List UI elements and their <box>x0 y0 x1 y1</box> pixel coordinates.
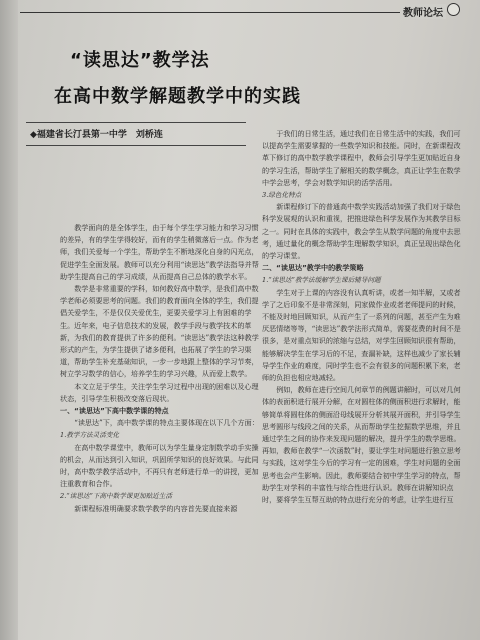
subsection-heading: 2.“读思达”下高中数学课更加贴近生活 <box>60 492 172 501</box>
header-rule <box>20 12 420 13</box>
left-text-column <box>60 222 260 515</box>
paragraph: 数学是非常重要的学科，如何教好高中数学，是我们高中数学老师必须要思考的问题。我们的教育面向全体的学生，我们提倡关爱学生，不是仅仅关爱优生，更要关爱学习上有困难的学生。近年来，电子信息技术的发展，教学手段与教学技术的革新，为我们的教育提供了许多的便利。“读思达”教学法这种教学形式的产生，为学生提供了诸多便利，也拓展了学生的学习渠道，帮助学生补充基础知识，一步一步地跟上整体的学习节奏，树立学习数学的信心，培养学生的学习兴趣，从而爱上数学。 <box>60 284 259 379</box>
circle-icon <box>447 3 460 16</box>
paragraph: 教学面向的是全体学生，由于每个学生学习能力和学习习惯的差异，有的学生学得较好，而有的学生稍微落后一点。作为老师，我们关爱每一个学生，帮助学生不断地深化自身的闪光点，促进学生全面发展。教师可以充分利用“读思达”教学法指导并帮助学生提高自己的学习成绩，从而提高自己总体的教学水平。 <box>60 223 259 281</box>
subsection-heading: 3.绿色化特点 <box>262 191 302 200</box>
page-binding-edge <box>0 0 18 640</box>
paragraph: 新课程修订下的普通高中数学实践活动加强了我们对于绿色科学发展观的认识和重视，把推进绿色科学发展作为其教学目标之一。同时在具体的实践中，教会学生从数学问题的角度中去思考，通过量化的概念帮助学生理解数学知识，真正呈现出绿色化的学习课堂。 <box>262 202 461 261</box>
paragraph: 于我们的日常生活，通过我们在日常生活中的实践，我们可以提高学生需要掌握的一些数学知识和技能。同时，在新课程改革下修订的高中数学教学课程中，教师会引导学生更加贴近自身的学习生活，帮助学生了解相关的数学概念，真正让学生在数学中学会思考，学会对数学知识的活学活用。 <box>262 129 461 187</box>
section-tag: 教师论坛 <box>400 4 446 19</box>
paragraph: “读思达”下，高中数学课的特点主要体现在以下几个方面： <box>74 418 259 428</box>
right-text-column <box>262 128 462 506</box>
paragraph: 新课程标准明确要求数学教学的内容首先要直接来源 <box>74 503 238 513</box>
paragraph: 学生对于上课的内容没有认真听讲，或者一知半解，又或者学了之后印象不是非常深刻，同家做作业或者老师提问的时候，不能及时地回顾知识，从而产生了一系列的问题，甚至产生为难厌恶情绪等等，“读思达”教学法形式简单，需要花费的时间不是很多，是对重点知识的浓缩与总结，对学生回顾知识很有帮助，能够解决学生在学习后的不足，查漏补缺，这样也减少了家长辅导学生作业的难度，同时学生也不会有很多的问题积累下来，老师的负担也相应地减轻。 <box>262 287 461 383</box>
subsection-heading: 1.“读思达”教学法缓解学生课后辅导问题 <box>262 276 381 285</box>
section-heading: 二、“读思达”教学中的教学策略 <box>262 263 364 273</box>
paragraph: 在高中数学课堂中，教师可以为学生量身定制数学动手实操的机会，从而达到引入知识，巩固所学知识的良好效果。与此同时，高中数学教学活动中，不再只有老师进行单一的讲授，更加注重教育和合作。 <box>60 442 259 489</box>
paragraph: 例如，教师在进行空间几何章节的例题讲解时，可以对几何体的表面积进行展开分解，在对圆柱体的侧面积进行求解时，能够简单将圆柱体的侧面沿母线展开分析其展开面积，并引导学生思考圆形与线段之间的关系，从而帮助学生挖掘数学思维，并且通过学生之间的协作来发现问题的解决，提升学生的数学思维。再如，教师在教学“一次函数”时，要让学生对问题进行独立思考与实践，这对学生今后的学习有一定的困难，学生对问题的全面思考也会产生影响。因此，教师要结合初中学生学习的特点，帮助学生对学科的丰富性与综合性进行认识。教师在讲解知识点时，要将学生互帮互助的特点进行充分的考虑，让学生进行互 <box>262 385 461 505</box>
article-title-line1: “读思达”教学法 <box>70 50 210 71</box>
paragraph: 本文立足于学生，关注学生学习过程中出现的困难以及心理状态，引导学生积极改变落后现状。 <box>60 381 259 403</box>
author-byline: ◆福建省长汀县第一中学 刘桥连 <box>30 130 163 140</box>
subsection-heading: 1.教学方法灵活变化 <box>60 431 120 440</box>
article-title-line2: 在高中数学解题教学中的实践 <box>54 86 301 107</box>
section-heading: 一、“读思达”下高中数学课的特点 <box>60 406 169 416</box>
